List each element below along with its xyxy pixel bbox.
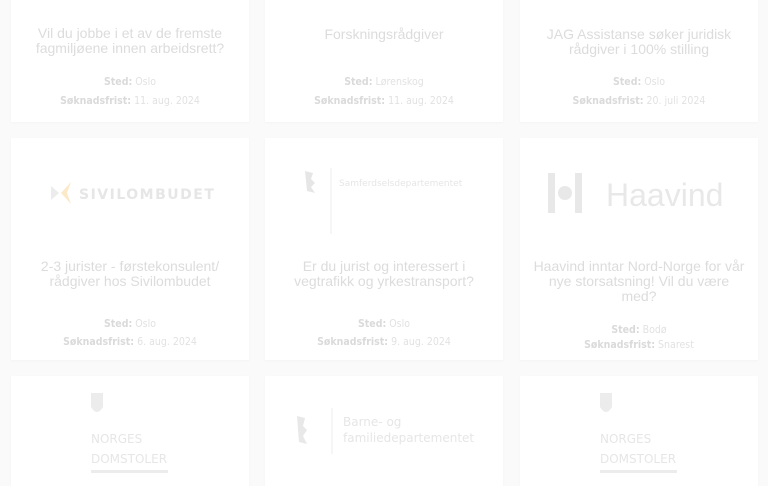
company-logo — [11, 180, 249, 206]
job-deadline — [520, 339, 758, 351]
barne-og-familiedepartementet-logo — [265, 376, 503, 480]
place-value: Lørenskog — [375, 76, 424, 88]
logo-text: Haavind — [606, 177, 724, 213]
place-value: Oslo — [644, 76, 666, 88]
company-logo — [520, 171, 758, 215]
job-title[interactable]: JAG Assistanse søker juridisk rådgiver i 100% stilling — [546, 26, 732, 57]
norges-domstoler-logo — [520, 376, 758, 480]
deadline-value: Snarest — [658, 339, 694, 351]
deadline-label: Søknadsfrist: — [317, 336, 389, 348]
place-value: Oslo — [135, 76, 157, 88]
place-value: Oslo — [135, 318, 157, 330]
job-card[interactable] — [520, 376, 758, 486]
job-place — [265, 318, 503, 330]
logo-text: Samferdselsdepartementet — [339, 179, 463, 189]
logo-text: DOMSTOLER — [600, 452, 677, 466]
place-label: Sted: — [357, 318, 387, 330]
job-title[interactable]: Forskningsrådgiver — [324, 26, 444, 42]
deadline-value: 11. aug. 2024 — [134, 95, 200, 107]
job-deadline — [520, 95, 758, 107]
job-title[interactable]: Er du jurist og interessert i vegtrafikk og yrkestransport? — [294, 258, 474, 289]
logo-text: NORGES — [91, 432, 143, 446]
job-place — [11, 318, 249, 330]
place-value: Oslo — [389, 318, 411, 330]
logo-text: DOMSTOLER — [91, 452, 168, 466]
job-card[interactable] — [265, 0, 503, 122]
logo-text: familiedepartementet — [343, 431, 475, 445]
job-place — [520, 324, 758, 336]
job-card[interactable] — [265, 138, 503, 360]
job-place — [520, 76, 758, 88]
job-card[interactable] — [520, 0, 758, 122]
deadline-label: Søknadsfrist: — [584, 339, 656, 351]
deadline-value: 9. aug. 2024 — [391, 336, 451, 348]
job-place — [11, 76, 249, 88]
job-place — [265, 76, 503, 88]
job-card[interactable] — [11, 376, 249, 486]
job-deadline — [11, 336, 249, 348]
coat-of-arms-icon — [600, 393, 612, 412]
samferdselsdepartementet-logo-icon — [265, 166, 503, 236]
job-deadline — [265, 336, 503, 348]
logo-text: NORGES — [600, 432, 652, 446]
deadline-value: 20. juli 2024 — [646, 95, 706, 107]
company-logo — [265, 166, 503, 236]
job-card[interactable] — [11, 138, 249, 360]
deadline-label: Søknadsfrist: — [314, 95, 386, 107]
logo-text: Barne- og — [343, 415, 402, 429]
job-card[interactable] — [265, 376, 503, 486]
job-title[interactable]: Vil du jobbe i et av de fremste fagmiljøene innen arbeidsrett? — [35, 25, 225, 56]
deadline-label: Søknadsfrist: — [63, 336, 135, 348]
job-card[interactable] — [11, 0, 249, 122]
job-title[interactable]: 2-3 jurister - førstekonsulent/ rådgiver hos Sivilombudet — [40, 258, 220, 289]
place-label: Sted: — [103, 318, 133, 330]
job-deadline — [11, 95, 249, 107]
lion-icon — [297, 416, 307, 444]
sivilombudet-logo-icon — [11, 180, 249, 206]
place-label: Sted: — [103, 76, 133, 88]
job-title[interactable]: Haavind inntar Nord-Norge for vår nye storsatsning! Vil du være med? — [533, 258, 745, 304]
deadline-value: 11. aug. 2024 — [388, 95, 454, 107]
logo-text: SIVILOMBUDET — [79, 187, 216, 203]
place-label: Sted: — [344, 76, 373, 88]
place-label: Sted: — [611, 324, 640, 336]
norges-domstoler-logo — [11, 376, 249, 480]
deadline-value: 6. aug. 2024 — [137, 336, 197, 348]
deadline-label: Søknadsfrist: — [572, 95, 644, 107]
coat-of-arms-icon — [91, 393, 103, 412]
place-label: Sted: — [612, 76, 642, 88]
deadline-label: Søknadsfrist: — [60, 95, 132, 107]
job-card[interactable] — [520, 138, 758, 360]
job-deadline — [265, 95, 503, 107]
place-value: Bodø — [642, 324, 667, 336]
haavind-logo-icon — [520, 171, 758, 215]
